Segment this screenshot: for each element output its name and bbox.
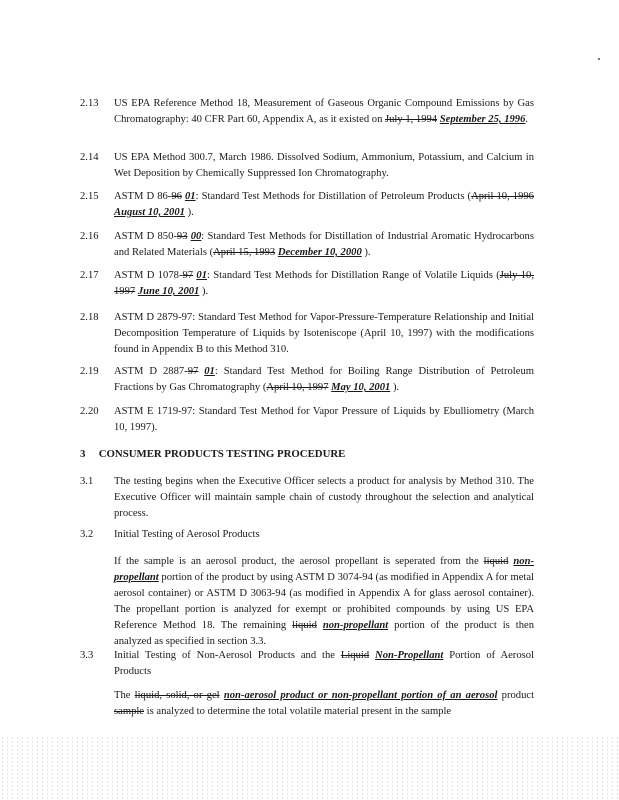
text-run: : Standard Test Method for Boiling Range Distribution of Petroleum Fractions by Gas Chromatography (	[114, 366, 534, 393]
text-run: US EPA Method 300.7, March 1986. Dissolved Sodium, Ammonium, Potassium, and Calcium in Wet Deposition by Chemically Suppressed Ion Chromatography.	[114, 152, 534, 179]
inserted-text: Non-Propellant	[375, 650, 444, 661]
deleted-text: liquid	[483, 556, 509, 567]
text-run: ).	[184, 207, 194, 218]
deleted-text: liquid, solid, or gel	[134, 690, 220, 701]
deleted-text: 97	[182, 270, 194, 281]
deleted-text: July 10, 1997	[114, 270, 534, 297]
section-heading	[80, 446, 534, 462]
text-run: ).	[390, 382, 400, 393]
text-run: ASTM E 1719-97: Standard Test Method for Vapor Pressure of Liquids by Ebulliometry (March 10, 1997).	[114, 406, 534, 433]
item-number: 2.16	[80, 231, 99, 242]
text-run: ).	[199, 286, 209, 297]
inserted-text: non-propellant	[114, 556, 534, 583]
item-number: 2.15	[80, 191, 99, 202]
text-run: Portion of Aerosol Products	[114, 650, 534, 677]
text-run: ASTM D 1078-	[114, 270, 183, 281]
item-number: 3.1	[80, 476, 94, 487]
item-text	[114, 404, 534, 436]
section-title: CONSUMER PRODUCTS TESTING PROCEDURE	[98, 448, 346, 460]
scan-speck	[598, 58, 600, 60]
text-run: portion of the product is then analyzed as specified in section 3.3.	[114, 620, 534, 647]
text-run: product	[497, 690, 535, 701]
item-number: 2.13	[80, 98, 99, 109]
inserted-text: September 25, 1996	[439, 114, 526, 125]
text-run: : Standard Test Methods for Distillation of Petroleum Products (	[195, 191, 472, 202]
item-number: 2.18	[80, 312, 99, 323]
deleted-text: 97	[187, 366, 199, 377]
item-text	[114, 96, 534, 128]
text-run: ASTM D 850-	[114, 231, 177, 242]
text-run: ).	[361, 247, 371, 258]
item-number: 2.20	[80, 406, 99, 417]
deleted-text: Liquid	[340, 650, 370, 661]
text-run: .	[525, 114, 529, 125]
inserted-text: June 10, 2001	[137, 286, 200, 297]
text-run: If the sample is an aerosol product, the aerosol propellant is seperated from the	[114, 556, 484, 567]
item-text	[114, 189, 534, 221]
inserted-text: December 10, 2000	[277, 247, 362, 258]
deleted-text: 93	[176, 231, 188, 242]
deleted-text: liquid	[292, 620, 317, 631]
item-text	[114, 150, 534, 182]
text-run: : Standard Test Methods for Distillation Range of Volatile Liquids (	[207, 270, 500, 281]
deleted-text: April 10, 1996	[471, 191, 534, 202]
text-run: ASTM D 2879-97: Standard Test Method for Vapor-Pressure-Temperature Relationship and Initial Decomposition Temperature of Liquids by Isoteniscope (April 10, 1997) with the modifications found in Appendix B to this Method 310.	[114, 312, 534, 355]
deleted-text: April 15, 1993	[213, 247, 276, 258]
item-number: 2.14	[80, 152, 99, 163]
inserted-text: August 10, 2001	[114, 207, 185, 218]
item-text	[114, 310, 534, 358]
inserted-text: 01	[204, 366, 215, 377]
text-run: is analyzed to determine the total volatile material present in the sample	[144, 706, 452, 717]
item-text	[114, 229, 534, 261]
deleted-text: sample	[114, 706, 145, 717]
text-run: Initial Testing of Aerosol Products	[114, 529, 260, 540]
item-text	[114, 527, 534, 543]
item-number: 3.2	[80, 529, 94, 540]
item-number: 2.17	[80, 270, 99, 281]
item-text	[114, 474, 534, 522]
text-run: portion of the product by using ASTM D 3074-94 (as modified in Appendix A for metal aerosol container) or ASTM D 3063-94 (as modified in Appendix A for glass aerosol container). The propellant portion is analyzed for exempt or prohibited compounds by using US EPA Reference Method 18. The remaining	[114, 572, 534, 631]
inserted-text: 01	[184, 191, 196, 202]
inserted-text: 00	[190, 231, 202, 242]
text-run: Initial Testing of Non-Aerosol Products and the	[114, 650, 341, 661]
item-number: 3.3	[80, 650, 94, 661]
inserted-text: 01	[196, 270, 208, 281]
text-run: The	[114, 690, 135, 701]
text-run: ASTM D 86-	[114, 191, 172, 202]
text-run: US EPA Reference Method 18, Measurement of Gaseous Organic Compound Emissions by Gas Chromatography: 40 CFR Part 60, Appendix A, as it existed on	[114, 98, 534, 125]
deleted-text: April 10, 1997	[266, 382, 329, 393]
item-text	[114, 648, 534, 680]
text-run: The testing begins when the Executive Officer selects a product for analysis by Method 310. The Executive Officer will maintain sample chain of custody throughout the selection and analytical process.	[114, 476, 534, 519]
text-run: ASTM D 2887-	[114, 366, 188, 377]
text-run: : Standard Test Methods for Distillation of Industrial Aromatic Hydrocarbons and Related Materials (	[114, 231, 534, 258]
deleted-text: July 1, 1994	[385, 114, 438, 125]
aerosol-paragraph	[114, 554, 534, 650]
section-number: 3	[80, 448, 86, 460]
inserted-text: non-propellant	[322, 620, 389, 631]
inserted-text: May 10, 2001	[331, 382, 391, 393]
item-text	[114, 268, 534, 300]
inserted-text: non-aerosol product or non-propellant portion of an aerosol	[223, 690, 498, 701]
scan-noise	[0, 736, 619, 800]
non-aerosol-paragraph	[114, 688, 534, 720]
item-number: 2.19	[80, 366, 99, 377]
deleted-text: 96	[171, 191, 182, 202]
item-text	[114, 364, 534, 396]
